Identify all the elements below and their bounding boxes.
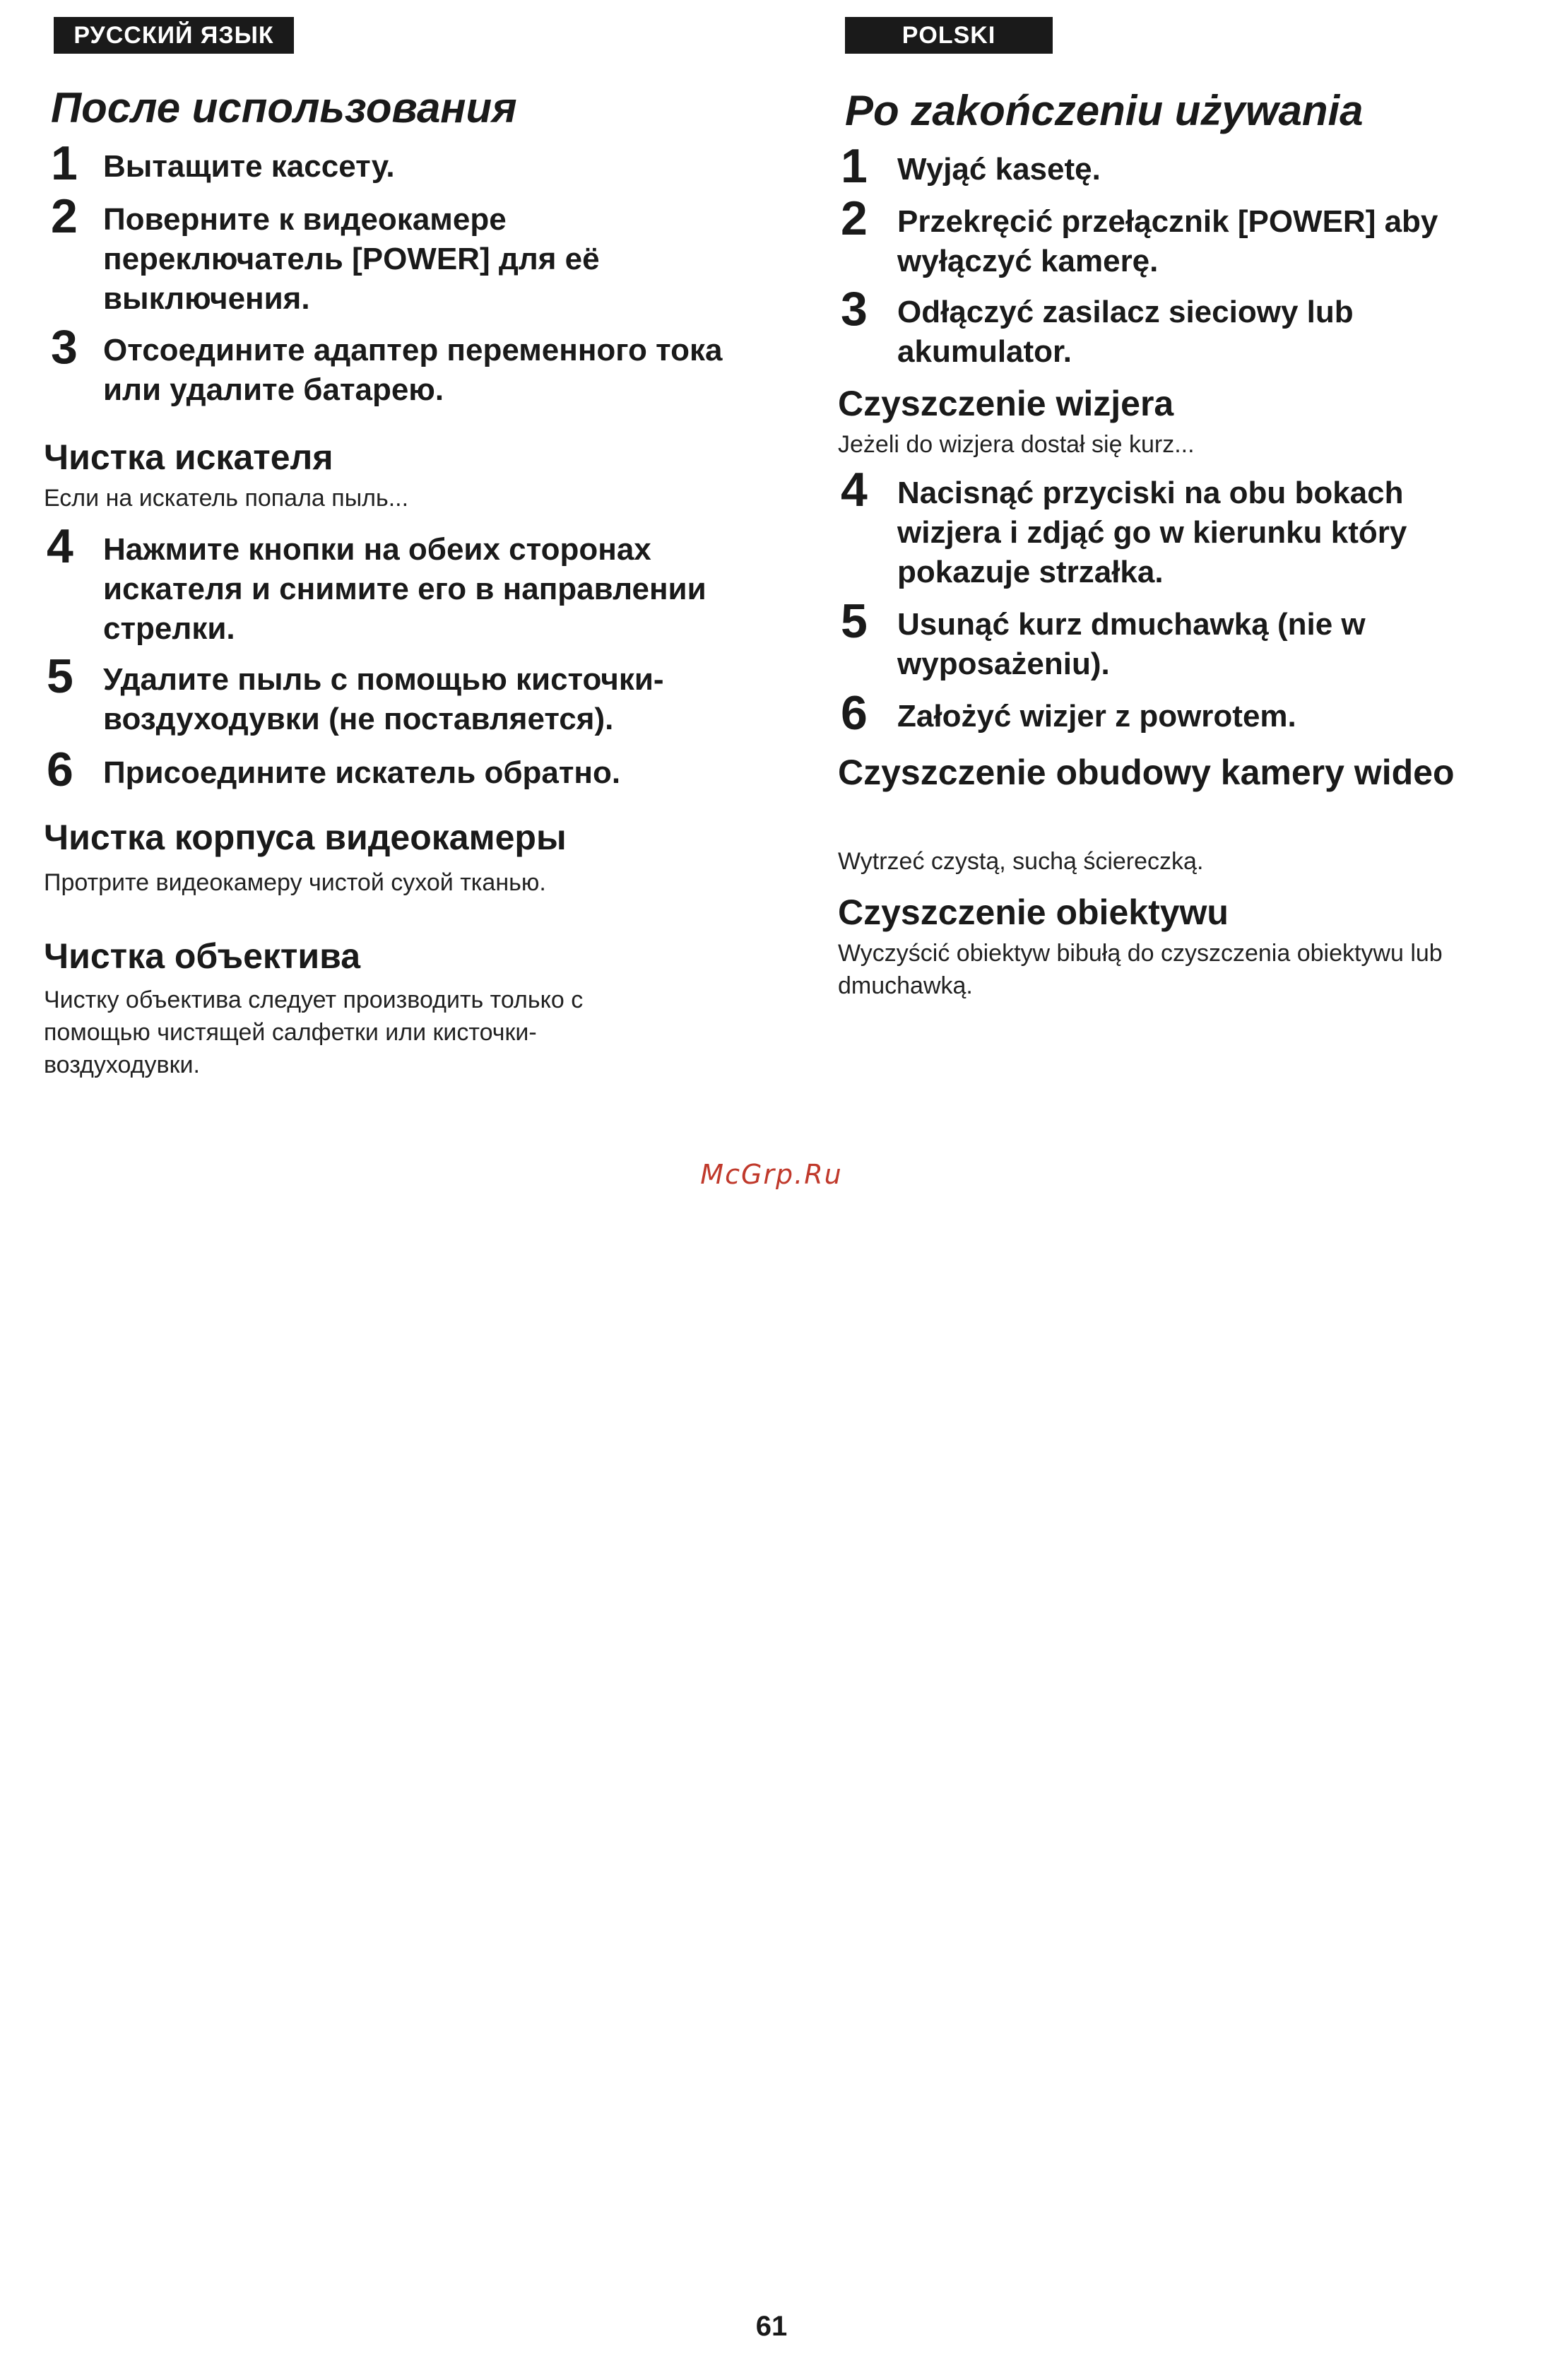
step-text: Przekręcić przełącznik [POWER] aby wyłączyć kamerę. — [897, 204, 1438, 278]
step-number: 5 — [841, 594, 868, 648]
step-text: Założyć wizjer z powrotem. — [897, 699, 1296, 734]
language-tag-polish: POLSKI — [845, 17, 1053, 54]
step-text: Wyjąć kasetę. — [897, 152, 1101, 187]
step-number: 1 — [841, 139, 868, 193]
watermark: McGrp.Ru — [700, 1159, 843, 1190]
step-text: Поверните к видеокамере переключатель [POWER] для её выключения. — [103, 202, 600, 316]
section-title-after-use: После использования — [51, 84, 517, 131]
step-number: 6 — [841, 686, 868, 740]
heading-viewfinder: Czyszczenie wizjera — [838, 384, 1174, 423]
step-text: Удалите пыль с помощью кисточки-воздуходувки (не поставляется). — [103, 662, 664, 736]
step-number: 3 — [841, 282, 868, 336]
step-number: 2 — [51, 189, 78, 243]
heading-camera-body: Czyszczenie obudowy kamery wideo — [838, 753, 1455, 792]
step-number: 6 — [47, 743, 73, 796]
camera-body-note: Wytrzeć czystą, suchą ściereczką. — [838, 848, 1204, 875]
heading-lens: Czyszczenie obiektywu — [838, 892, 1229, 932]
lens-note: Чистку объектива следует производить только с помощью чистящей салфетки или кисточки-воздуходувки. — [44, 986, 584, 1078]
lens-note: Wyczyścić obiektyw bibułą do czyszczenia obiektywu lub dmuchawką. — [838, 940, 1443, 999]
step-number: 4 — [841, 463, 868, 517]
step-text: Вытащите кассету. — [103, 149, 395, 184]
step-number: 3 — [51, 320, 78, 374]
heading-lens: Чистка объектива — [44, 936, 361, 976]
step-text: Присоедините искатель обратно. — [103, 755, 621, 790]
step-number: 4 — [47, 519, 73, 573]
step-text: Нажмите кнопки на обеих сторонах искателя и снимите его в направлении стрелки. — [103, 532, 707, 646]
step-text: Odłączyć zasilacz sieciowy lub akumulator. — [897, 295, 1354, 369]
viewfinder-note: Jeżeli do wizjera dostał się kurz... — [838, 431, 1195, 458]
camera-body-note: Протрите видеокамеру чистой сухой тканью. — [44, 869, 546, 896]
step-number: 1 — [51, 136, 78, 190]
language-tag-russian: РУССКИЙ ЯЗЫК — [54, 17, 294, 54]
step-text: Usunąć kurz dmuchawką (nie w wyposażeniu). — [897, 607, 1366, 681]
step-number: 5 — [47, 649, 73, 703]
section-title-after-use: Po zakończeniu używania — [845, 87, 1364, 134]
step-text: Отсоедините адаптер переменного тока или удалите батарею. — [103, 333, 723, 407]
heading-viewfinder: Чистка искателя — [44, 437, 333, 477]
viewfinder-note: Если на искатель попала пыль... — [44, 485, 409, 512]
step-number: 2 — [841, 192, 868, 245]
page-number: 61 — [755, 2311, 788, 2342]
step-text: Nacisnąć przyciski na obu bokach wizjera i zdjąć go w kierunku który pokazuje strzałka. — [897, 476, 1407, 589]
heading-camera-body: Чистка корпуса видеокамеры — [44, 818, 567, 857]
